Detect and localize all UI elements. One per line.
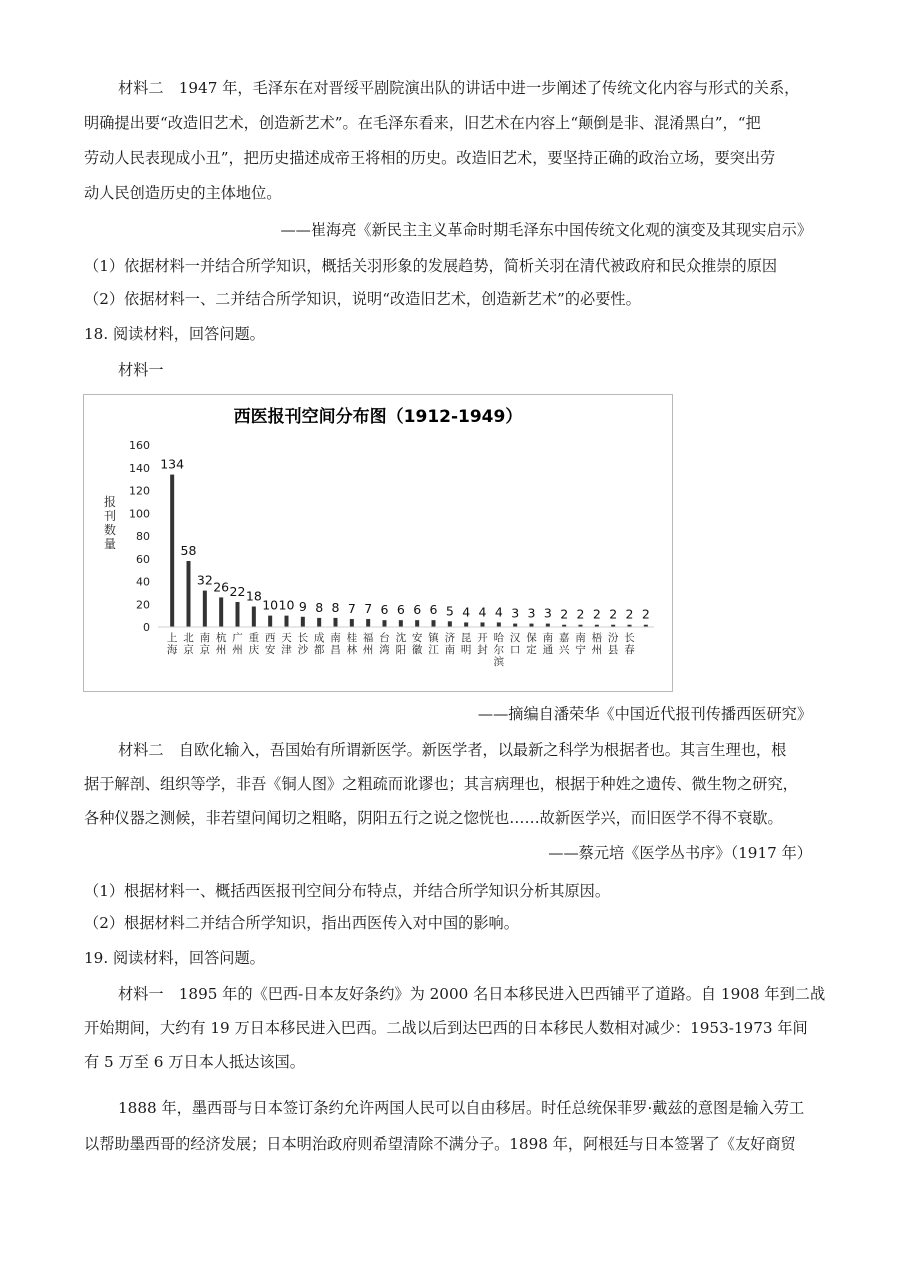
data-label: 2	[625, 606, 634, 622]
category-label: 哈尔滨	[493, 632, 505, 668]
bar	[481, 622, 485, 627]
data-label: 22	[229, 583, 246, 599]
bar	[236, 602, 240, 627]
bar	[334, 618, 338, 627]
category-label: 南昌	[330, 632, 341, 656]
data-label: 32	[196, 572, 213, 588]
q18-heading: 18. 阅读材料，回答问题。	[84, 325, 265, 343]
category-label: 嘉兴	[558, 632, 570, 656]
category-label: 保定	[526, 632, 537, 656]
data-label: 6	[413, 602, 422, 618]
category-label: 沈阳	[395, 632, 407, 656]
q19-heading: 19. 阅读材料，回答问题。	[84, 949, 265, 967]
bar	[448, 621, 452, 627]
bar	[170, 475, 174, 627]
data-label: 2	[641, 606, 650, 622]
category-label: 梧州	[591, 632, 603, 656]
bar	[252, 607, 256, 627]
data-label: 7	[347, 601, 356, 617]
bar	[497, 622, 501, 627]
chart-svg	[84, 395, 672, 691]
category-label: 南京	[199, 632, 211, 656]
y-tick-label: 60	[136, 552, 150, 566]
data-label: 2	[560, 606, 569, 622]
q17-material2-line-1: 材料二 1947 年，毛泽东在对晋绥平剧院演出队的讲话中进一步阐述了传统文化内容与形式的关系，	[118, 79, 800, 97]
bar	[317, 618, 321, 627]
data-label: 2	[609, 606, 618, 622]
category-label: 桂林	[346, 632, 358, 656]
q17-source: ——崔海亮《新民主主义革命时期毛泽东中国传统文化观的演变及其现实启示》	[280, 221, 812, 239]
category-label: 广州	[232, 632, 243, 656]
category-label: 开封	[477, 632, 488, 656]
bar	[464, 622, 468, 627]
bar	[546, 624, 550, 627]
category-label: 台湾	[379, 632, 390, 656]
q18-question-1: （1）根据材料一、概括西医报刊空间分布特点，并结合所学知识分析其原因。	[84, 882, 611, 900]
data-label: 134	[160, 456, 185, 472]
bar	[399, 620, 403, 627]
q18-question-2: （2）根据材料二并结合所学知识，指出西医传入对中国的影响。	[84, 914, 519, 932]
bar	[366, 619, 370, 627]
data-label: 7	[364, 601, 373, 617]
q17-question-1: （1）依据材料一并结合所学知识，概括关羽形象的发展趋势，简析关羽在清代被政府和民众推崇的原因	[84, 257, 778, 275]
data-label: 3	[543, 605, 552, 621]
q18-material2-line-1: 材料二 自欧化输入，吾国始有所谓新医学。新医学者，以最新之科学为根据者也。其言生理也，根	[118, 741, 787, 759]
q18-material2-line-3: 各种仪器之测候，非若望问闻切之粗略，阴阳五行之说之惚恍也……故新医学兴，而旧医学不得不衰歇。	[84, 809, 783, 827]
y-tick-label: 160	[129, 439, 150, 452]
q17-material2-line-3: 劳动人民表现成小丑”，把历史描述成帝王将相的历史。改造旧艺术，要坚持正确的政治立场，要突出劳	[84, 149, 776, 167]
data-label: 3	[527, 605, 536, 621]
y-tick-label: 120	[129, 484, 150, 498]
y-axis-label: 报刊数量	[103, 495, 117, 551]
bar	[513, 624, 517, 627]
y-tick-label: 100	[129, 507, 150, 521]
bar	[187, 561, 191, 627]
chart-source: ——摘编自潘荣华《中国近代报刊传播西医研究》	[477, 705, 812, 723]
data-label: 2	[592, 606, 601, 622]
category-label: 福州	[362, 632, 374, 656]
category-label: 南宁	[575, 632, 586, 656]
y-tick-label: 0	[143, 621, 150, 634]
category-label: 西安	[264, 632, 276, 656]
data-label: 6	[429, 602, 438, 618]
q17-material2-line-4: 动人民创造历史的主体地位。	[84, 184, 282, 202]
bar	[219, 597, 223, 627]
bar	[530, 624, 534, 627]
data-label: 8	[315, 599, 324, 615]
category-label: 安徽	[411, 632, 423, 656]
chart-title: 西医报刊空间分布图（1912-1949）	[233, 407, 523, 427]
category-label: 济南	[444, 632, 456, 656]
q19-para2-line-1: 1888 年，墨西哥与日本签订条约允许两国人民可以自由移居。时任总统保菲罗·戴兹的意图是输入劳工	[118, 1099, 805, 1117]
bar	[285, 616, 289, 627]
data-label: 4	[494, 604, 503, 620]
data-label: 6	[380, 602, 389, 618]
y-tick-label: 40	[136, 575, 150, 589]
data-label: 6	[396, 602, 405, 618]
data-label: 2	[576, 606, 585, 622]
bar	[268, 616, 272, 627]
q17-material2-line-2: 明确提出要“改造旧艺术，创造新艺术”。在毛泽东看来，旧艺术在内容上“颠倒是非、混淆黑白”，“把	[84, 114, 761, 132]
data-label: 58	[180, 543, 197, 559]
category-label: 天津	[281, 632, 292, 656]
category-label: 汾县	[607, 632, 619, 656]
data-label: 5	[445, 603, 454, 619]
data-label: 4	[478, 604, 487, 620]
category-label: 上海	[166, 632, 178, 656]
q19-material1-line-1: 材料一 1895 年的《巴西-日本友好条约》为 2000 名日本移民进入巴西铺平了道路。自 1908 年到二战	[118, 985, 826, 1003]
bar	[350, 619, 354, 627]
bar-chart	[83, 394, 673, 692]
data-label: 9	[298, 598, 307, 614]
y-tick-label: 80	[136, 530, 150, 543]
category-label: 重庆	[248, 632, 260, 656]
data-label: 26	[213, 579, 230, 595]
q18-material2-line-2: 据于解剖、组织等学，非吾《铜人图》之粗疏而讹谬也；其言病理也，根据于种姓之遗传、微生物之研究，	[84, 775, 798, 793]
data-label: 10	[262, 597, 279, 613]
data-label: 10	[278, 597, 295, 613]
data-label: 18	[245, 588, 262, 604]
q18-material1-label: 材料一	[118, 361, 164, 379]
category-label: 北京	[183, 632, 194, 656]
q19-para2-line-2: 以帮助墨西哥的经济发展；日本明治政府则希望清除不满分子。1898 年，阿根廷与日本签署了《友好商贸	[84, 1135, 796, 1153]
bar	[415, 620, 419, 627]
bar	[301, 617, 305, 627]
category-label: 南通	[542, 632, 554, 656]
category-label: 长沙	[297, 632, 309, 656]
bar	[432, 620, 436, 627]
bar	[383, 620, 387, 627]
data-label: 4	[462, 604, 471, 620]
category-label: 昆明	[460, 632, 472, 656]
y-tick-label: 20	[136, 598, 150, 612]
data-label: 3	[511, 605, 520, 621]
q18-material2-source: ——蔡元培《医学丛书序》（1917 年）	[548, 844, 812, 862]
q19-material1-line-3: 有 5 万至 6 万日本人抵达该国。	[84, 1053, 305, 1071]
category-label: 长春	[624, 632, 635, 656]
y-tick-label: 140	[129, 461, 150, 475]
data-label: 8	[331, 599, 340, 615]
q17-question-2: （2）依据材料一、二并结合所学知识，说明“改造旧艺术，创造新艺术”的必要性。	[84, 290, 641, 308]
bar	[203, 591, 207, 627]
category-label: 杭州	[215, 632, 227, 656]
category-label: 镇江	[428, 632, 439, 656]
q19-material1-line-2: 开始期间，大约有 19 万日本移民进入巴西。二战以后到达巴西的日本移民人数相对减少：1953-1973 年间	[84, 1019, 808, 1037]
category-label: 汉口	[509, 632, 521, 656]
category-label: 成都	[313, 632, 325, 656]
